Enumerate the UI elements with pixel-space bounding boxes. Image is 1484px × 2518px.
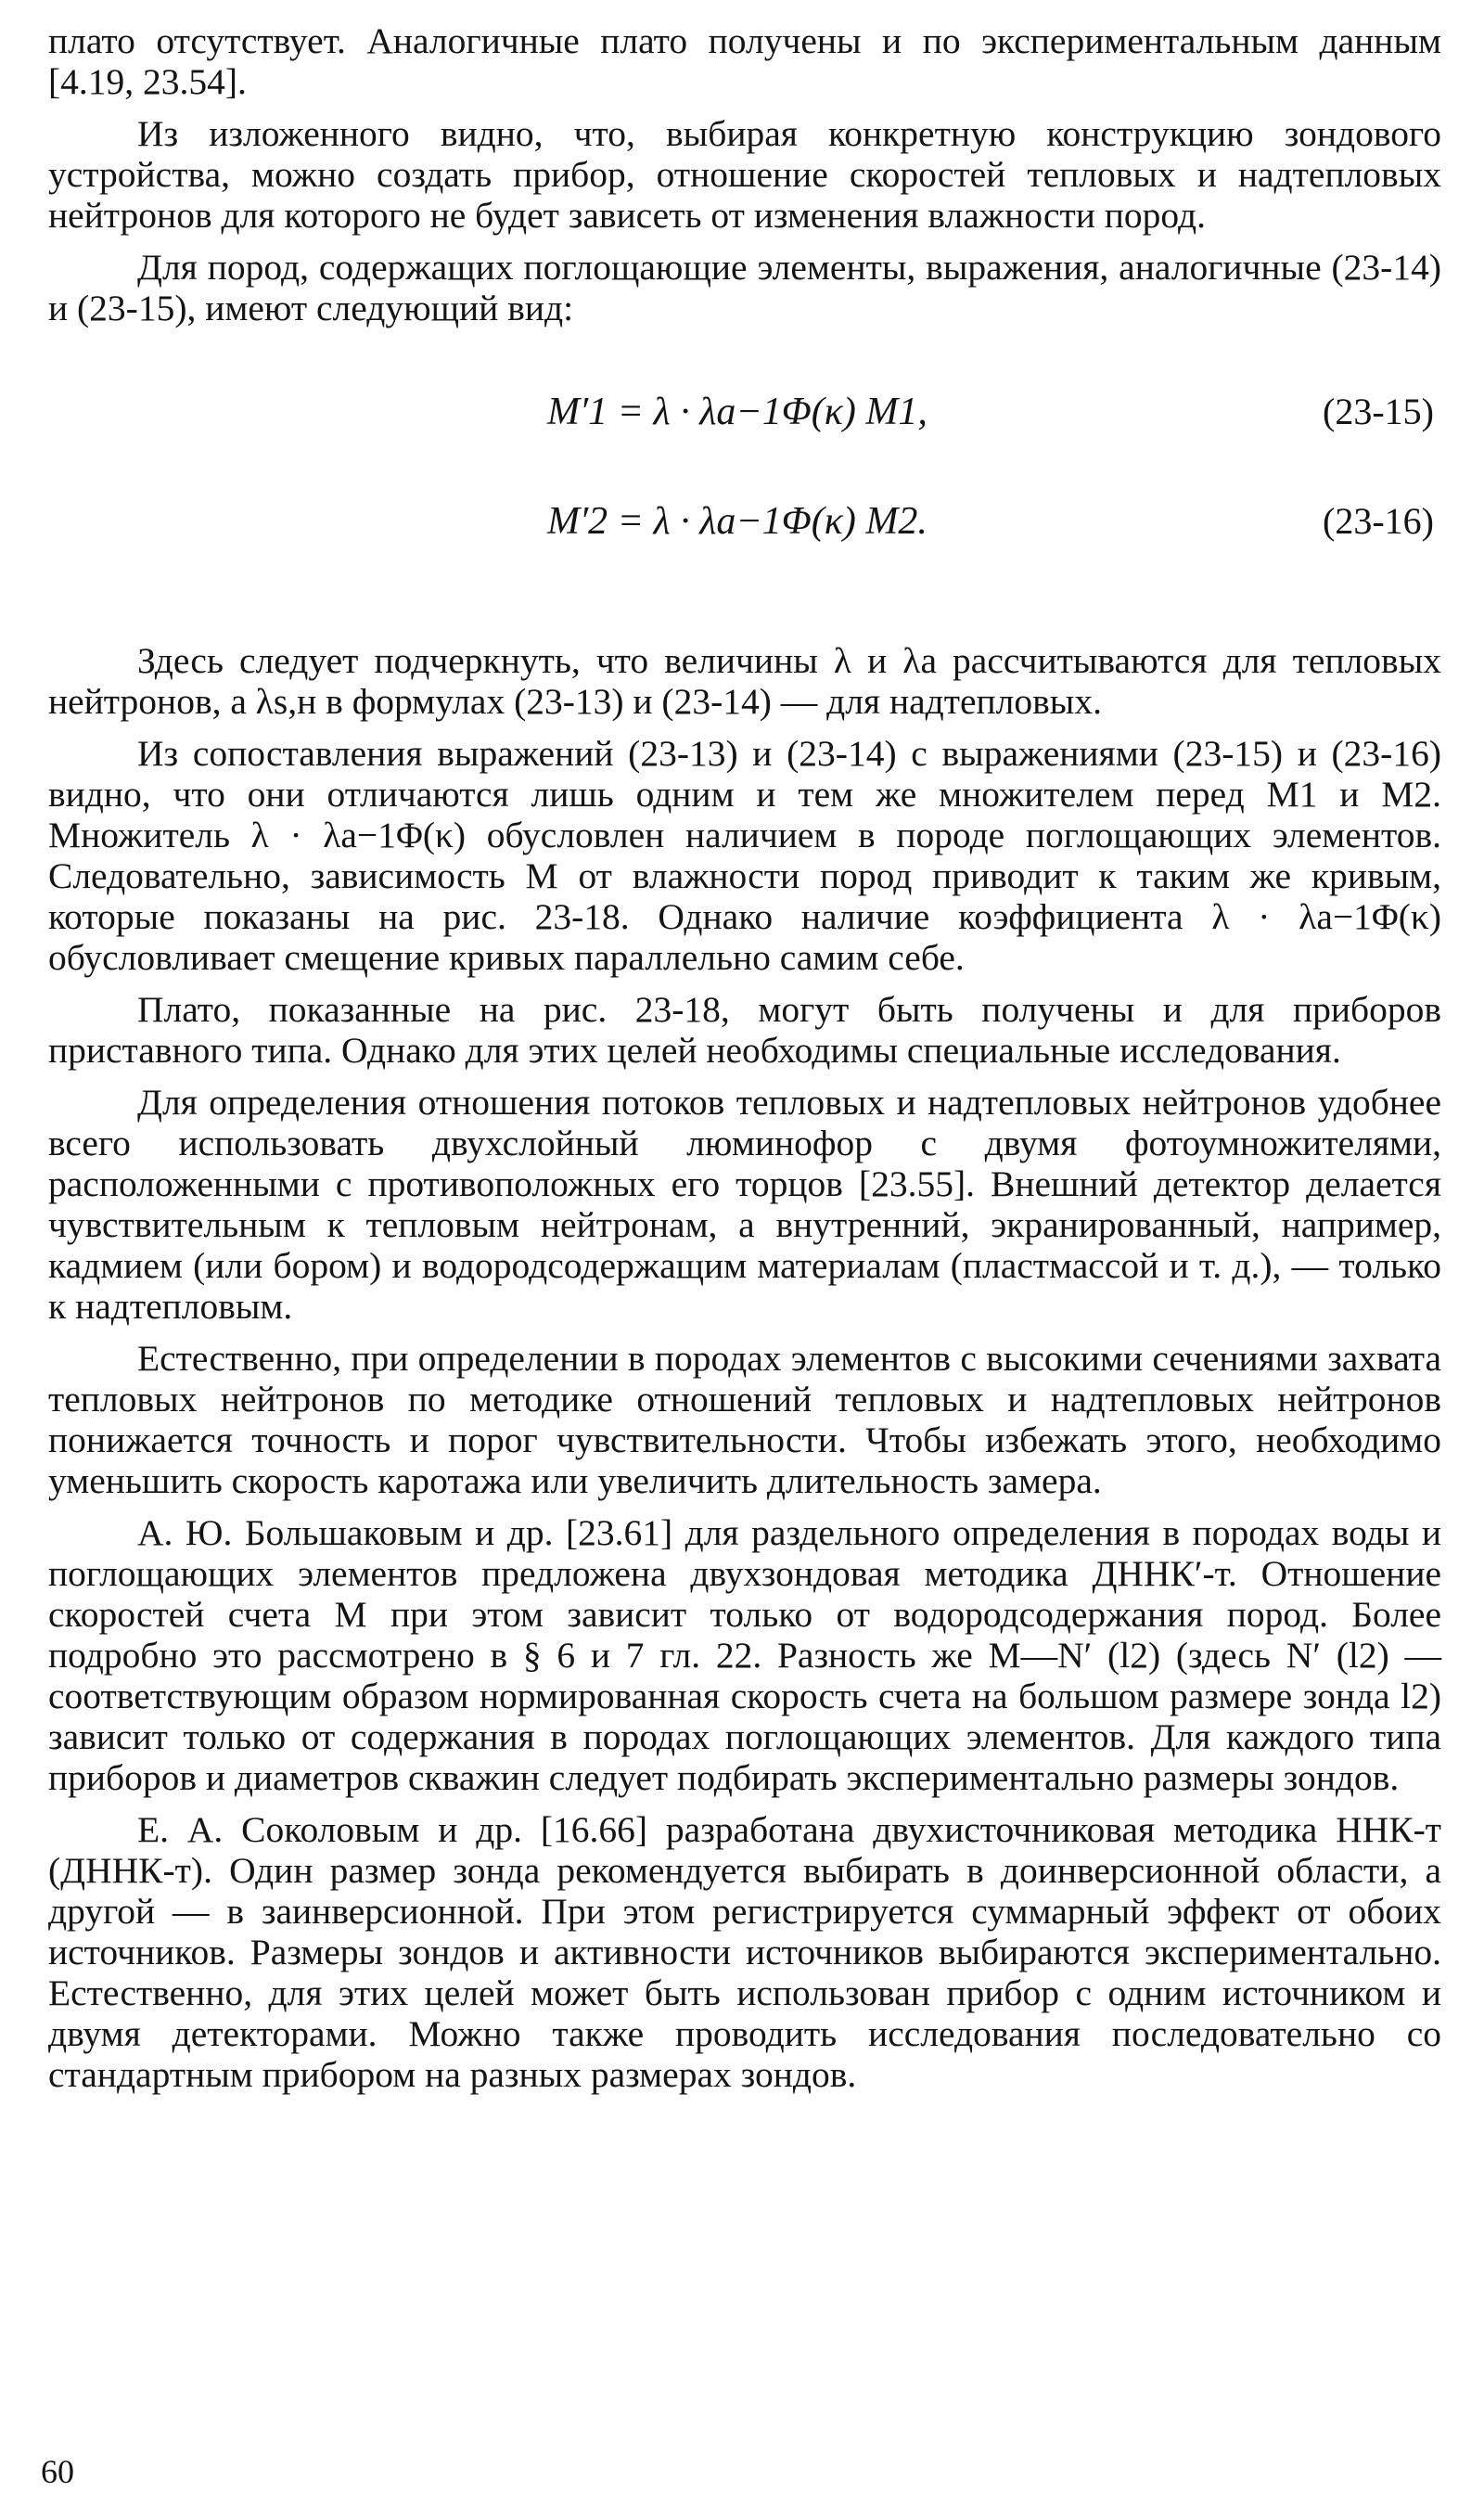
paragraph-3: Для пород, содержащих поглощающие элементы, выражения, аналогичные (23-14) и (23-15), имеют следующий вид: (48, 247, 1441, 328)
page-body (48, 20, 1441, 2106)
paragraph-5: Из сопоставления выражений (23-13) и (23-14) с выражениями (23-15) и (23-16) видно, что они отличаются лишь одним и тем же множителем перед M1 и M2. Множитель λ · λa−1Φ(κ) обусловлен наличием в породе поглощающих элементов. Следовательно, зависимость M от влажности пород приводит к таким же кривым, которые показаны на рис. 23-18. Однако наличие коэффициента λ · λa−1Φ(κ) обусловливает смещение кривых параллельно самим себе. (48, 733, 1441, 978)
paragraph-6: Плато, показанные на рис. 23-18, могут быть получены и для приборов приставного типа. Однако для этих целей необходимы специальные исследования. (48, 989, 1441, 1071)
equation-number-23-15: (23-15) (1323, 391, 1434, 432)
formula-block (48, 390, 1441, 640)
formula-23-15: M′1 = λ · λa−1Φ(κ) M1, (547, 391, 928, 433)
paragraph-4: Здесь следует подчеркнуть, что величины λ и λa рассчитываются для тепловых нейтронов, а λs,н в формулах (23-13) и (23-14) — для надтепловых. (48, 640, 1441, 722)
page-number: 60 (41, 2453, 74, 2490)
paragraph-8: Естественно, при определении в породах элементов с высокими сечениями захвата тепловых нейтронов по методике отношений тепловых и надтепловых нейтронов понижается точность и порог чувствительности. Чтобы избежать этого, необходимо уменьшить скорость каротажа или увеличить длительность замера. (48, 1338, 1441, 1501)
paragraph-7: Для определения отношения потоков тепловых и надтепловых нейтронов удобнее всего использовать двухслойный люминофор с двумя фотоумножителями, расположенными с противоположных его торцов [23.55]. Внешний детектор делается чувствительным к тепловым нейтронам, а внутренний, экранированный, например, кадмием (или бором) и водородсодержащим материалам (пластмассой и т. д.), — только к надтепловым. (48, 1082, 1441, 1327)
paragraph-9: А. Ю. Большаковым и др. [23.61] для раздельного определения в породах воды и поглощающих элементов предложена двухзондовая методика ДННК′-т. Отношение скоростей счета M при этом зависит только от водородсодержания пород. Более подробно это рассмотрено в § 6 и 7 гл. 22. Разность же M—N′ (l2) (здесь N′ (l2) — соответствующим образом нормированная скорость счета на большом размере зонда l2) зависит только от содержания в породах поглощающих элементов. Для каждого типа приборов и диаметров скважин следует подбирать экспериментально размеры зондов. (48, 1512, 1441, 1798)
paragraph-10: Е. А. Соколовым и др. [16.66] разработана двухисточниковая методика ННК-т (ДННК-т). Один размер зонда рекомендуется выбирать в доинверсионной области, а другой — в заинверсионной. При этом регистрируется суммарный эффект от обоих источников. Размеры зондов и активности источников выбираются экспериментально. Естественно, для этих целей может быть использован прибор с одним источником и двумя детекторами. Можно также проводить исследования последовательно со стандартным прибором на разных размерах зондов. (48, 1809, 1441, 2095)
equation-number-23-16: (23-16) (1323, 500, 1434, 542)
paragraph-2: Из изложенного видно, что, выбирая конкретную конструкцию зондового устройства, можно создать прибор, отношение скоростей тепловых и надтепловых нейтронов для которого не будет зависеть от изменения влажности пород. (48, 113, 1441, 236)
paragraph-1: плато отсутствует. Аналогичные плато получены и по экспериментальным данным [4.19, 23.54]. (48, 20, 1441, 102)
formula-23-16: M′2 = λ · λa−1Φ(κ) M2. (547, 500, 928, 543)
